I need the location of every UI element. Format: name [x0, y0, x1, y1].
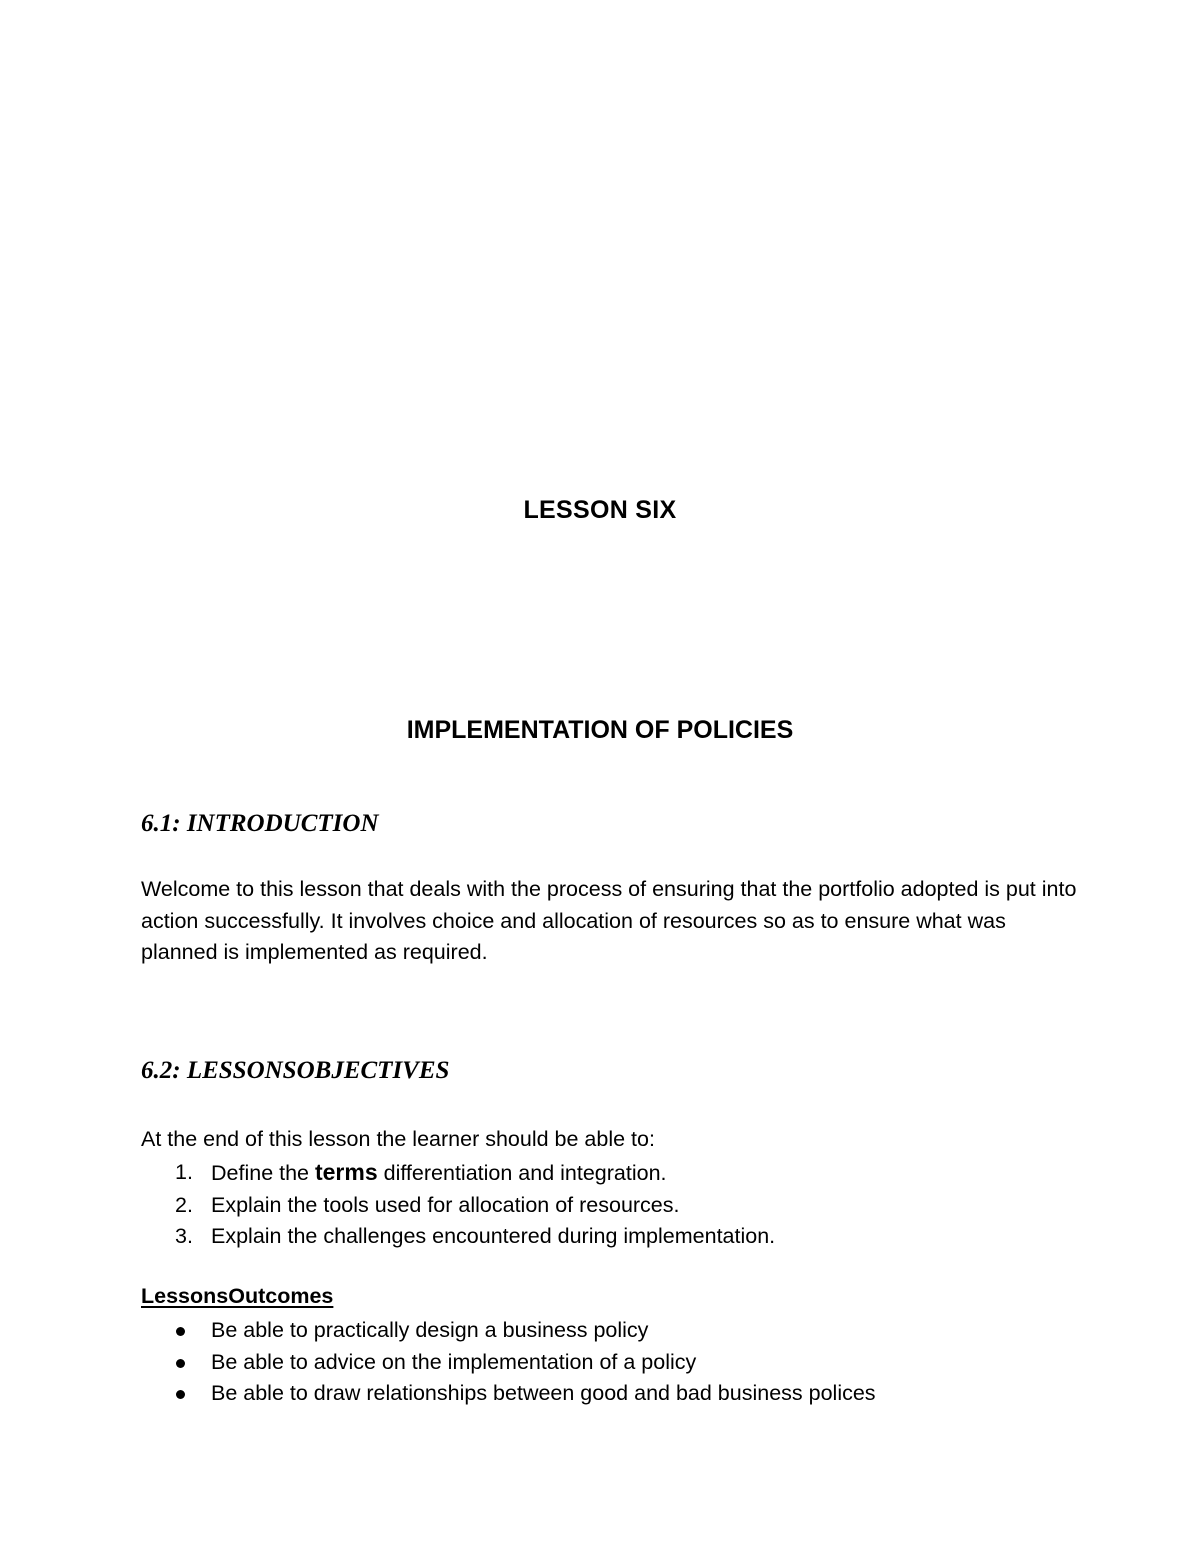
objective-bold-term: terms: [314, 1159, 378, 1185]
lesson-title: IMPLEMENTATION OF POLICIES: [406, 716, 794, 744]
objective-text: Explain the challenges encountered during implementation.: [211, 1224, 776, 1248]
outcome-text: Be able to draw relationships between good and bad business polices: [211, 1381, 876, 1405]
objectives-heading: 6.2: LESSONSOBJECTIVES: [141, 1057, 450, 1084]
list-number: 3.: [175, 1224, 193, 1248]
outcome-item: [141, 1315, 876, 1347]
bullet-icon: [176, 1390, 185, 1399]
objective-item: [141, 1157, 775, 1190]
introduction-paragraph: Welcome to this lesson that deals with the process of ensuring that the portfolio adopted is put into action successfully. It involves choice and allocation of resources so as to ensure what was planned is implemented as required.: [141, 877, 1077, 965]
objectives-lead-text: At the end of this lesson the learner should be able to:: [141, 1127, 655, 1151]
outcome-item: [141, 1347, 876, 1379]
objectives-list: [141, 1157, 775, 1253]
outcomes-list: [141, 1315, 876, 1410]
outcome-item: [141, 1378, 876, 1410]
outcome-text: Be able to advice on the implementation of a policy: [211, 1349, 697, 1374]
objective-text-prefix: Define the: [211, 1161, 315, 1185]
objective-text: Explain the tools used for allocation of resources.: [211, 1192, 680, 1217]
introduction-heading: 6.1: INTRODUCTION: [141, 810, 379, 837]
list-number: 2.: [175, 1192, 193, 1217]
objective-item: [141, 1190, 775, 1222]
outcomes-heading: LessonsOutcomes: [141, 1284, 334, 1308]
objective-item: [141, 1221, 775, 1253]
lesson-number-heading: LESSON SIX: [523, 496, 677, 524]
outcome-text: Be able to practically design a business policy: [211, 1318, 649, 1342]
bullet-icon: [176, 1359, 185, 1368]
bullet-icon: [176, 1327, 185, 1336]
list-number: 1.: [175, 1160, 193, 1184]
objective-text-suffix: differentiation and integration.: [377, 1161, 667, 1185]
